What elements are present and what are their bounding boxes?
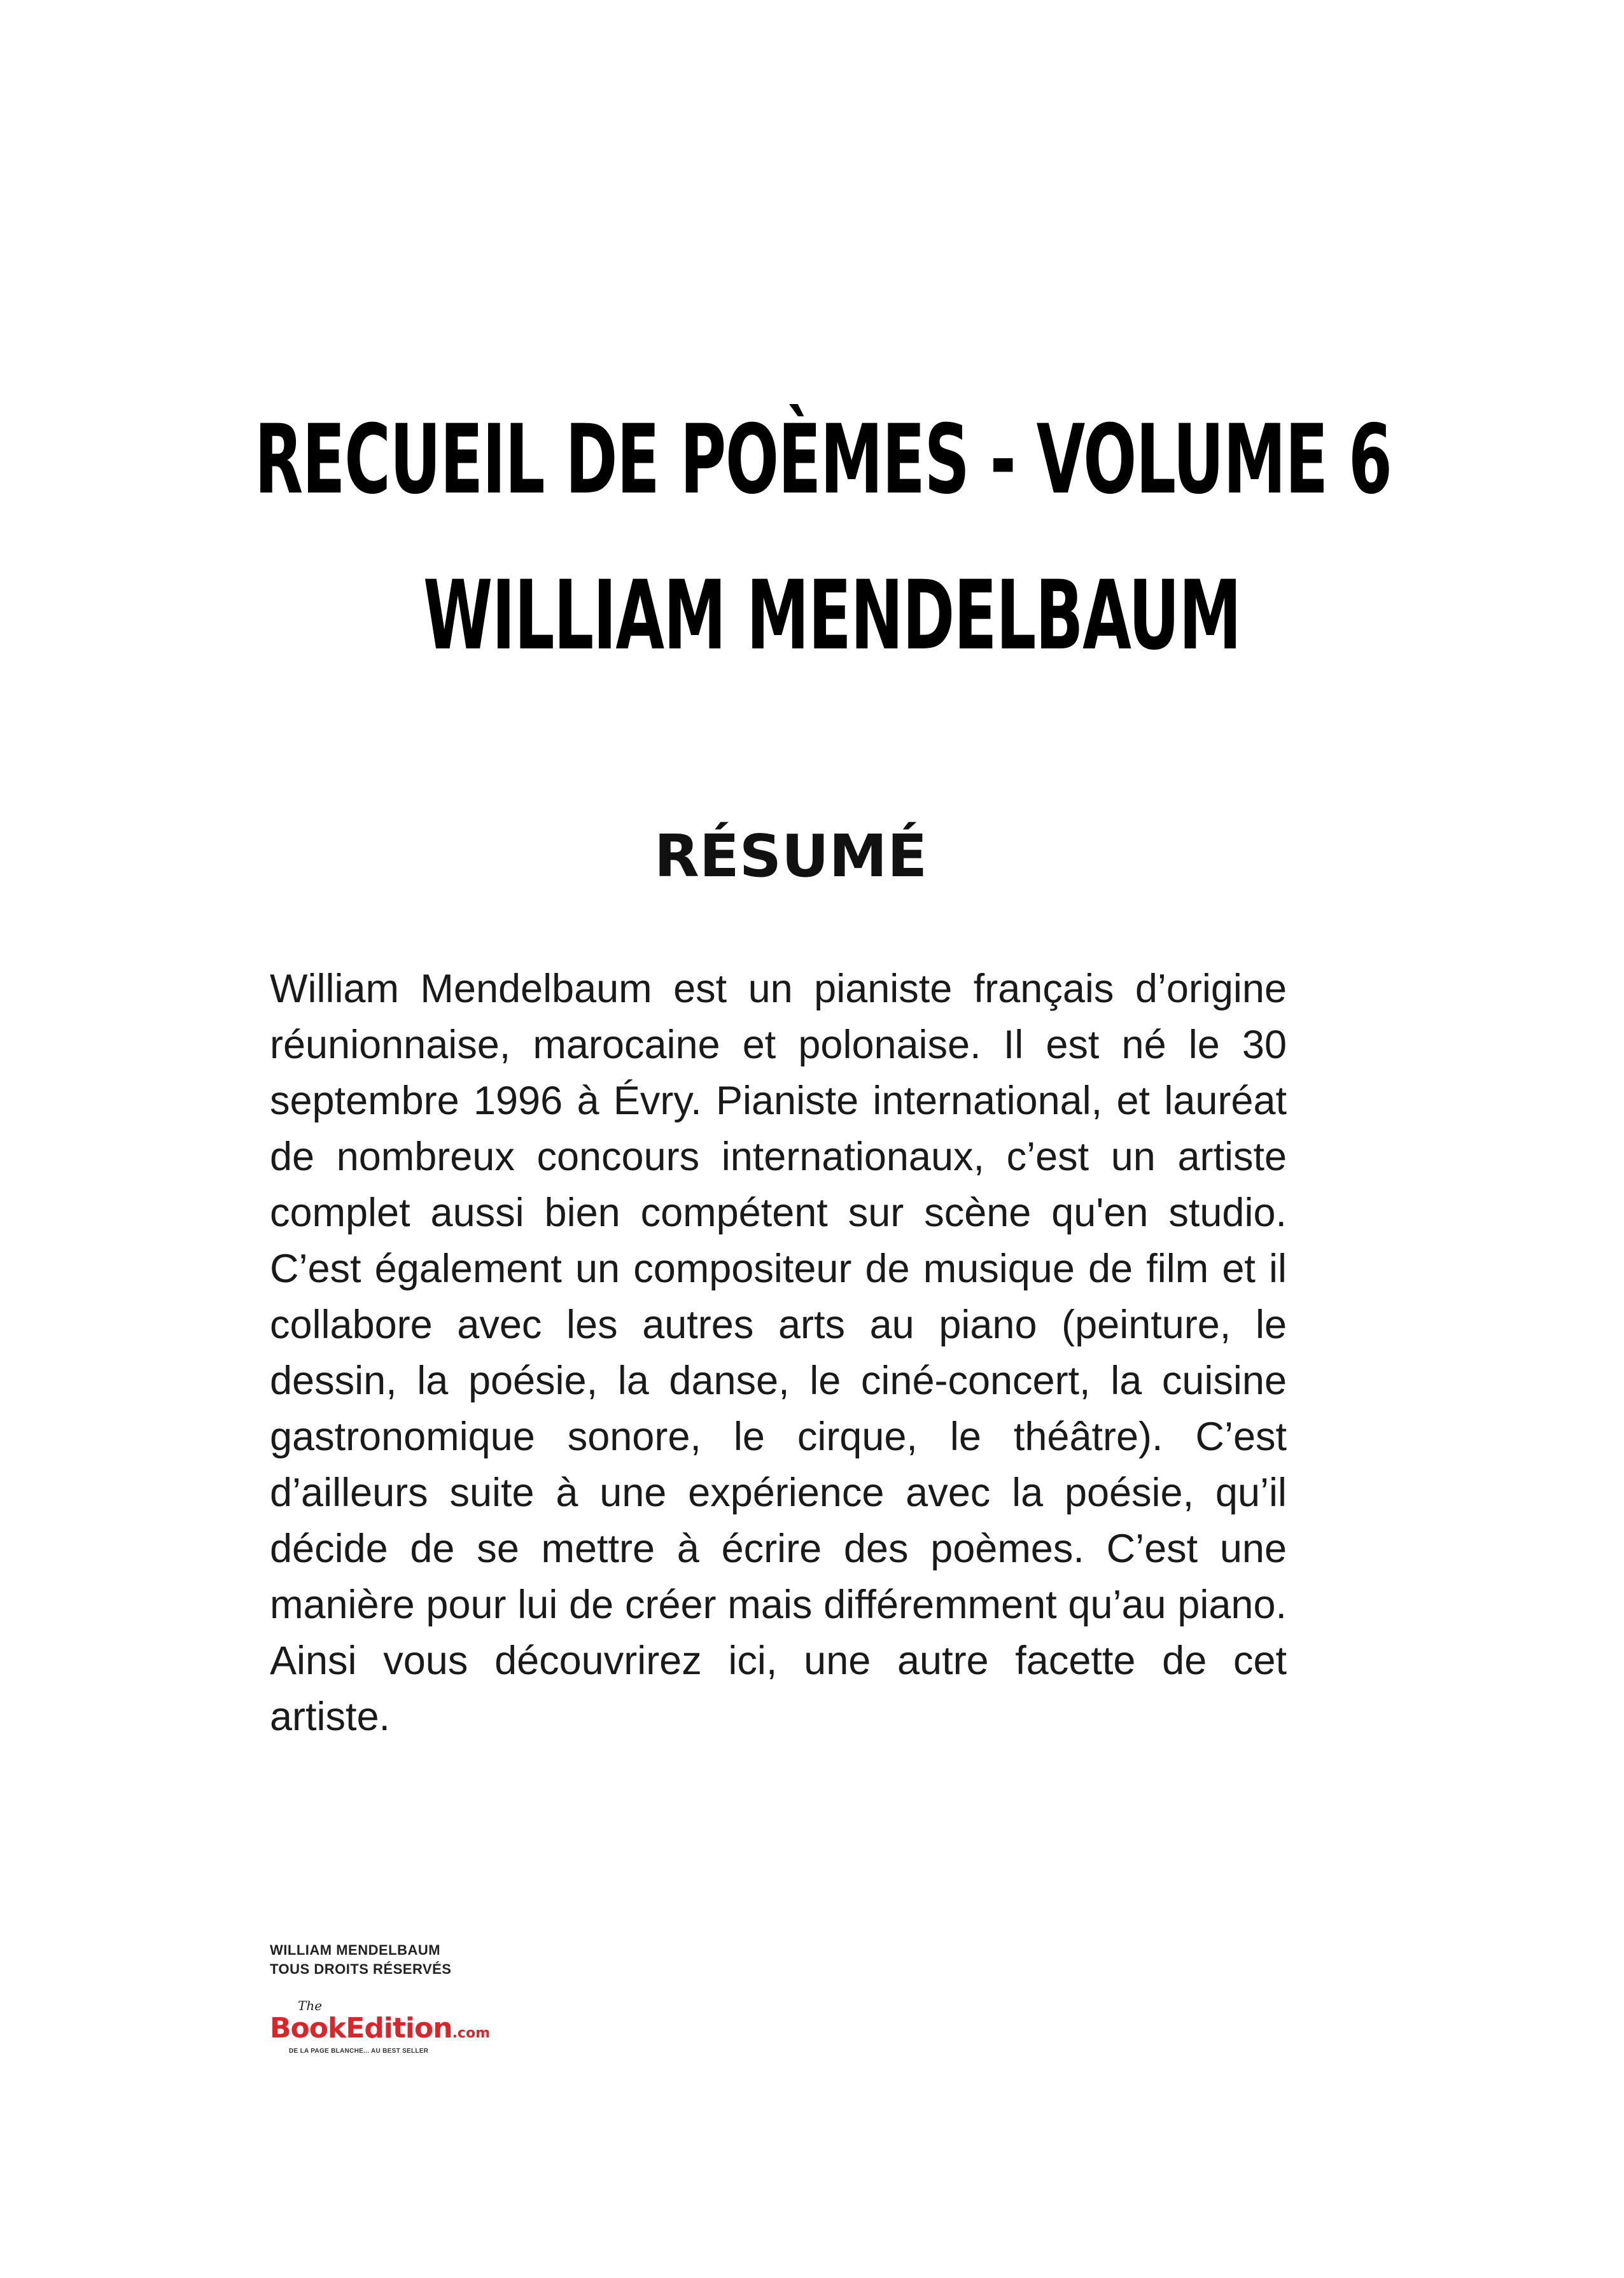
- author-name: WILLIAM MENDELBAUM: [423, 561, 1241, 671]
- summary-heading: RÉSUMÉ: [654, 822, 928, 890]
- logo-brand-name: BookEdition: [270, 2012, 452, 2044]
- logo-brand: [270, 2012, 490, 2044]
- logo-tagline: DE LA PAGE BLANCHE... AU BEST SELLER: [289, 2048, 429, 2055]
- logo-the: The: [298, 1998, 323, 2013]
- footer-credit: [270, 1941, 451, 1979]
- book-title: RECUEIL DE POÈMES - VOLUME 6: [255, 405, 1392, 515]
- footer-author: WILLIAM MENDELBAUM: [270, 1942, 441, 1958]
- summary-text: William Mendelbaum est un pianiste français d’origine réunionnaise, marocaine et polonaise. Il est né le 30 septembre 1996 à Évry. Pianiste international, et lauréat de nombreux concours internationaux, c’est un artiste complet aussi bien compétent sur scène qu'en studio. C’est également un compositeur de musique de film et il collabore avec les autres arts au piano (peinture, le dessin, la poésie, la danse, le ciné-concert, la cuisine gastronomique sonore, le cirque, le théâtre). C’est d’ailleurs suite à une expérience avec la poésie, qu’il décide de se mettre à écrire des poèmes. C’est une manière pour lui de créer mais différemment qu’au piano. Ainsi vous découvrirez ici, une autre facette de cet artiste.: [270, 967, 1287, 1739]
- logo-domain: .com: [452, 2025, 490, 2041]
- bookedition-logo: [270, 1998, 490, 2062]
- footer-rights: TOUS DROITS RÉSERVÉS: [270, 1961, 452, 1977]
